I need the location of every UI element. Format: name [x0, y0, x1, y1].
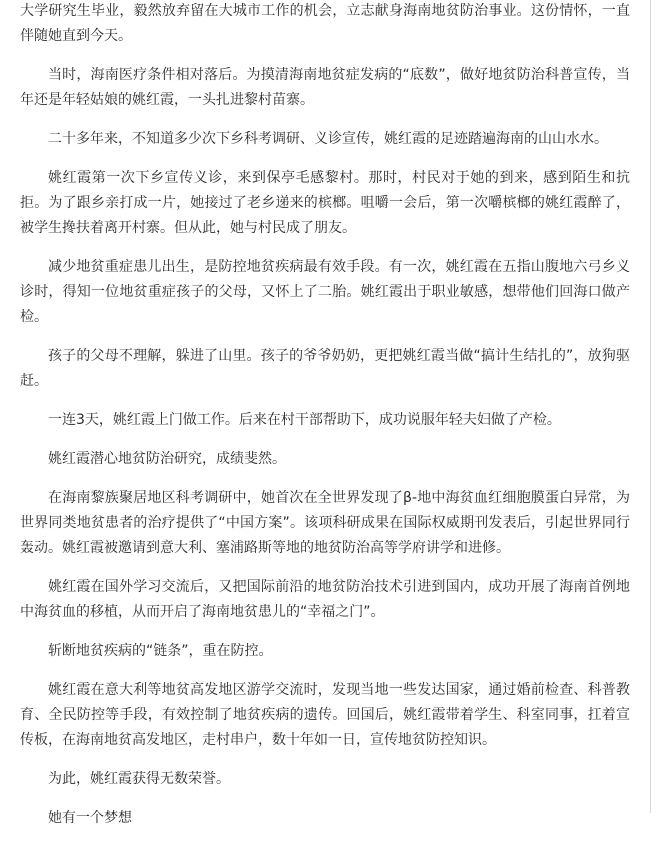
paragraph-3: 二十多年来，不知道多少次下乡科考调研、义诊宣传，姚红霞的足迹踏遍海南的山山水水。 — [48, 131, 608, 147]
paragraph-8: 姚红霞潜心地贫防治研究，成绩斐然。 — [48, 451, 286, 467]
paragraph-11: 斩断地贫疾病的“链条”，重在防控。 — [48, 643, 273, 659]
article-body — [20, 0, 630, 845]
paragraph-12: 姚红霞在意大利等地贫高发地区游学交流时，发现当地一些发达国家，通过婚前检查、科普教育、全民防控等手段，有效控制了地贫疾病的遗传。回国后，姚红霞带着学生、科室同事，扛着宣传板，在海南地贫高发地区，走村串户，数十年如一日，宣传地贫防控知识。 — [20, 682, 630, 748]
paragraph-7: 一连3天，姚红霞上门做工作。后来在村干部帮助下，成功说服年轻夫妇做了产检。 — [48, 412, 561, 428]
paragraph-6: 孩子的父母不理解，躲进了山里。孩子的爷爷奶奶，更把姚红霞当做“搞计生结扎的”，放狗驱赶。 — [20, 348, 630, 389]
paragraph-2: 当时，海南医疗条件相对落后。为摸清海南地贫症发病的“底数”，做好地贫防治科普宣传，当年还是年轻姑娘的姚红霞，一头扎进黎村苗寨。 — [20, 67, 630, 108]
paragraph-13: 为此，姚红霞获得无数荣誉。 — [48, 771, 230, 787]
paragraph-14: 她有一个梦想 — [48, 810, 132, 826]
paragraph-10: 姚红霞在国外学习交流后，又把国际前沿的地贫防治技术引进到国内，成功开展了海南首例地中海贫血的移植，从而开启了海南地贫患儿的“幸福之门”。 — [20, 579, 630, 620]
paragraph-4: 姚红霞第一次下乡宣传义诊，来到保亭毛感黎村。那时，村民对于她的到来，感到陌生和抗拒。为了跟乡亲打成一片，她接过了老乡递来的槟榔。咀嚼一会后，第一次嚼槟榔的姚红霞醉了，被学生搀扶着离开村寨。但从此，她与村民成了朋友。 — [20, 170, 630, 236]
paragraph-5: 减少地贫重症患儿出生，是防控地贫疾病最有效手段。有一次，姚红霞在五指山腹地六弓乡义诊时，得知一位地贫重症孩子的父母，又怀上了二胎。姚红霞出于职业敏感，想带他们回海口做产检。 — [20, 259, 630, 325]
paragraph-1: 大学研究生毕业，毅然放弃留在大城市工作的机会，立志献身海南地贫防治事业。这份情怀，一直伴随她直到今天。 — [20, 3, 630, 44]
paragraph-9: 在海南黎族聚居地区科考调研中，她首次在全世界发现了β-地中海贫血红细胞膜蛋白异常，为世界同类地贫患者的治疗提供了“中国方案”。该项科研成果在国际权威期刊发表后，引起世界同行轰动。姚红霞被邀请到意大利、塞浦路斯等地的地贫防治高等学府讲学和进修。 — [20, 490, 630, 556]
